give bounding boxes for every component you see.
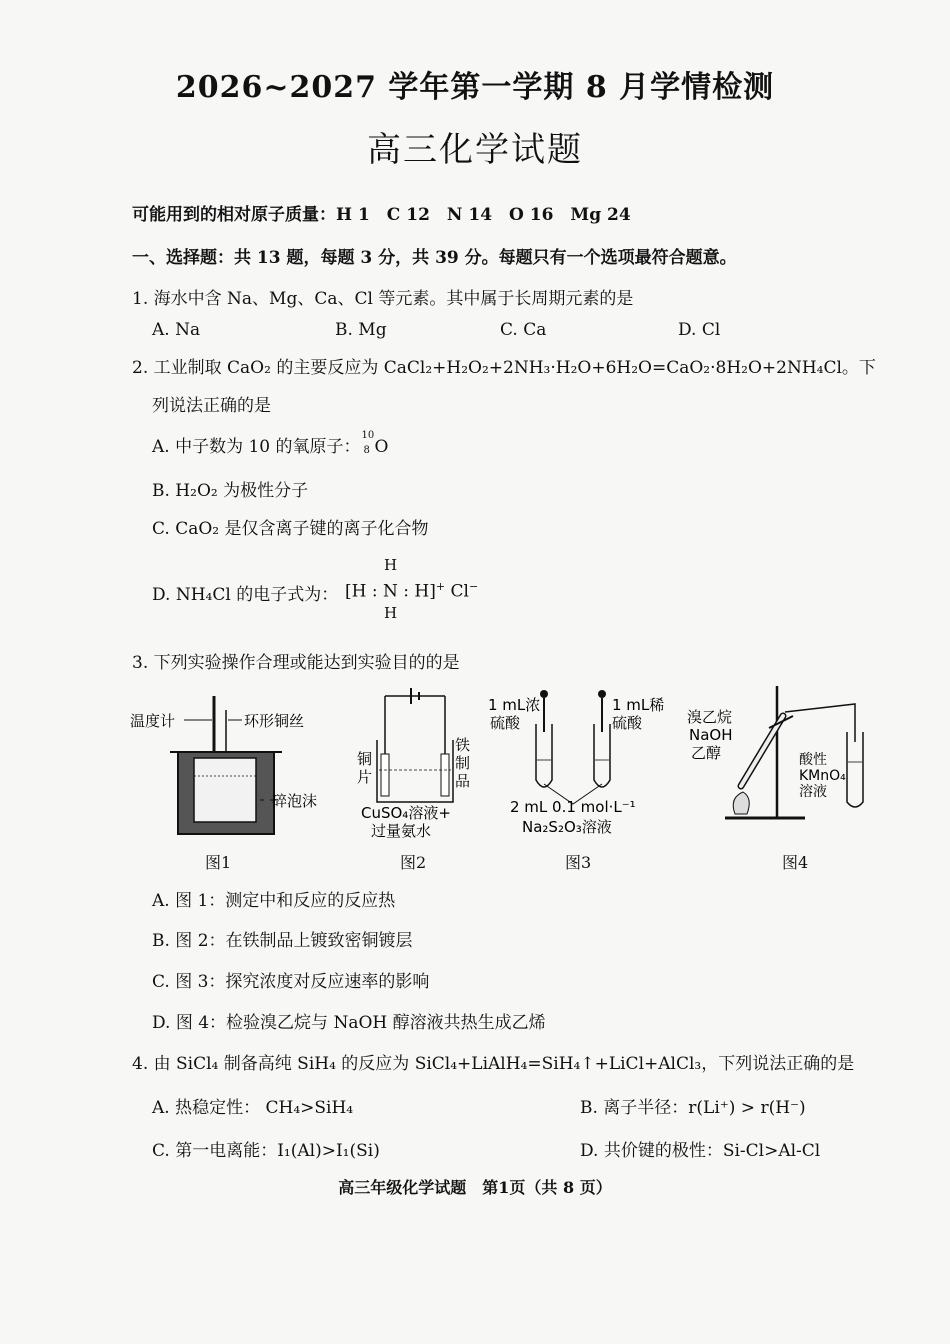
fig4-label-r1: 溴乙烷 — [687, 708, 733, 726]
question-3-option-c: C. 图 3：探究浓度对反应速率的影响 — [152, 972, 430, 992]
fig1-label-thermometer: 温度计 — [130, 712, 176, 730]
question-4-option-c: C. 第一电离能：I₁(Al)>I₁(Si) — [152, 1141, 380, 1161]
fig4-label-r2: NaOH — [689, 726, 733, 744]
figure-2-electroplating — [355, 684, 475, 844]
question-4-option-b: B. 离子半径：r(Li⁺) > r(H⁻) — [580, 1098, 806, 1118]
question-2-option-a-text: A. 中子数为 10 的氧原子： — [152, 437, 361, 457]
figure-2-label: 图2 — [400, 853, 427, 872]
figure-4-label: 图4 — [782, 853, 809, 872]
question-4-option-d: D. 共价键的极性：Si-Cl>Al-Cl — [580, 1141, 821, 1161]
fig3-label-bottom: 2 mL 0.1 mol·L⁻¹ — [510, 798, 636, 816]
fig2-label-item: 品 — [455, 772, 471, 790]
figure-3-reaction-rate — [478, 684, 678, 844]
question-2-option-c: C. CaO₂ 是仅含离子键的离子化合物 — [152, 519, 429, 539]
fig4-label-k3: 溶液 — [799, 784, 827, 800]
question-2-option-a: A. 中子数为 10 的氧原子： 10 8 O — [152, 430, 389, 457]
fig2-label-ammonia: 过量氨水 — [371, 822, 432, 840]
oxygen-nuclide: 10 8 — [361, 430, 375, 456]
fig3-label-right-acid2: 硫酸 — [612, 714, 643, 732]
figure-4-ethylene-test — [685, 682, 885, 842]
fig4-label-r3: 乙醇 — [691, 744, 722, 762]
question-3-stem: 3. 下列实验操作合理或能达到实验目的的是 — [132, 653, 460, 673]
electron-formula-main: [H : N : H]+ Cl− — [345, 580, 479, 602]
fig3-label-left-acid: 1 mL浓 — [488, 696, 541, 714]
question-1-option-a: A. Na — [152, 320, 201, 340]
fig2-label-sheet: 片 — [357, 768, 373, 786]
question-3-option-b: B. 图 2：在铁制品上镀致密铜镀层 — [152, 931, 413, 951]
fig2-label-made: 制 — [455, 754, 471, 772]
fig1-label-foam: 碎泡沫 — [272, 792, 318, 810]
question-2-option-b: B. H₂O₂ 为极性分子 — [152, 481, 309, 501]
question-2-stem-line1: 2. 工业制取 CaO₂ 的主要反应为 CaCl₂+H₂O₂+2NH₃·H₂O+6H₂O=CaO₂·8H₂O+2NH₄Cl。下 — [132, 358, 876, 378]
page-footer: 高三年级化学试题 第1页（共 8 页） — [338, 1178, 612, 1197]
question-2-option-d: D. NH₄Cl 的电子式为： — [152, 585, 339, 605]
fig4-label-k2: KMnO₄ — [799, 768, 846, 784]
exam-subtitle: 高三化学试题 — [367, 130, 583, 170]
exam-title: 2026~2027 学年第一学期 8 月学情检测 — [175, 70, 775, 105]
figure-1-label: 图1 — [205, 853, 232, 872]
question-1-option-d: D. Cl — [678, 320, 721, 340]
fig3-label-bottom2: Na₂S₂O₃溶液 — [522, 818, 612, 836]
question-3-option-a: A. 图 1：测定中和反应的反应热 — [152, 891, 396, 911]
question-1-option-b: B. Mg — [335, 320, 387, 340]
fig2-label-copper: 铜 — [357, 750, 373, 768]
section-heading: 一、选择题：共 13 题，每题 3 分，共 39 分。每题只有一个选项最符合题意。 — [132, 248, 737, 268]
electron-formula-bottom-h: H — [384, 604, 398, 622]
fig4-label-k1: 酸性 — [799, 752, 827, 768]
figure-3-label: 图3 — [565, 853, 592, 872]
question-4-option-a: A. 热稳定性： CH₄>SiH₄ — [152, 1098, 354, 1118]
question-2-stem-line2: 列说法正确的是 — [152, 396, 271, 416]
atomic-masses: 可能用到的相对原子质量：H 1 C 12 N 14 O 16 Mg 24 — [132, 205, 631, 225]
question-1-stem: 1. 海水中含 Na、Mg、Ca、Cl 等元素。其中属于长周期元素的是 — [132, 289, 634, 309]
figure-1-calorimeter — [130, 690, 340, 840]
electron-formula-top-h: H — [384, 556, 398, 574]
fig2-label-iron: 铁 — [455, 736, 471, 754]
fig3-label-left-acid2: 硫酸 — [490, 714, 521, 732]
question-4-stem: 4. 由 SiCl₄ 制备高纯 SiH₄ 的反应为 SiCl₄+LiAlH₄=SiH₄↑+LiCl+AlCl₃，下列说法正确的是 — [132, 1054, 855, 1074]
fig2-label-solution: CuSO₄溶液+ — [361, 804, 451, 822]
question-1-option-c: C. Ca — [500, 320, 547, 340]
fig1-label-copper-wire: 环形铜丝 — [244, 712, 305, 730]
fig3-label-right-acid: 1 mL稀 — [612, 696, 665, 714]
question-3-option-d: D. 图 4：检验溴乙烷与 NaOH 醇溶液共热生成乙烯 — [152, 1013, 546, 1033]
